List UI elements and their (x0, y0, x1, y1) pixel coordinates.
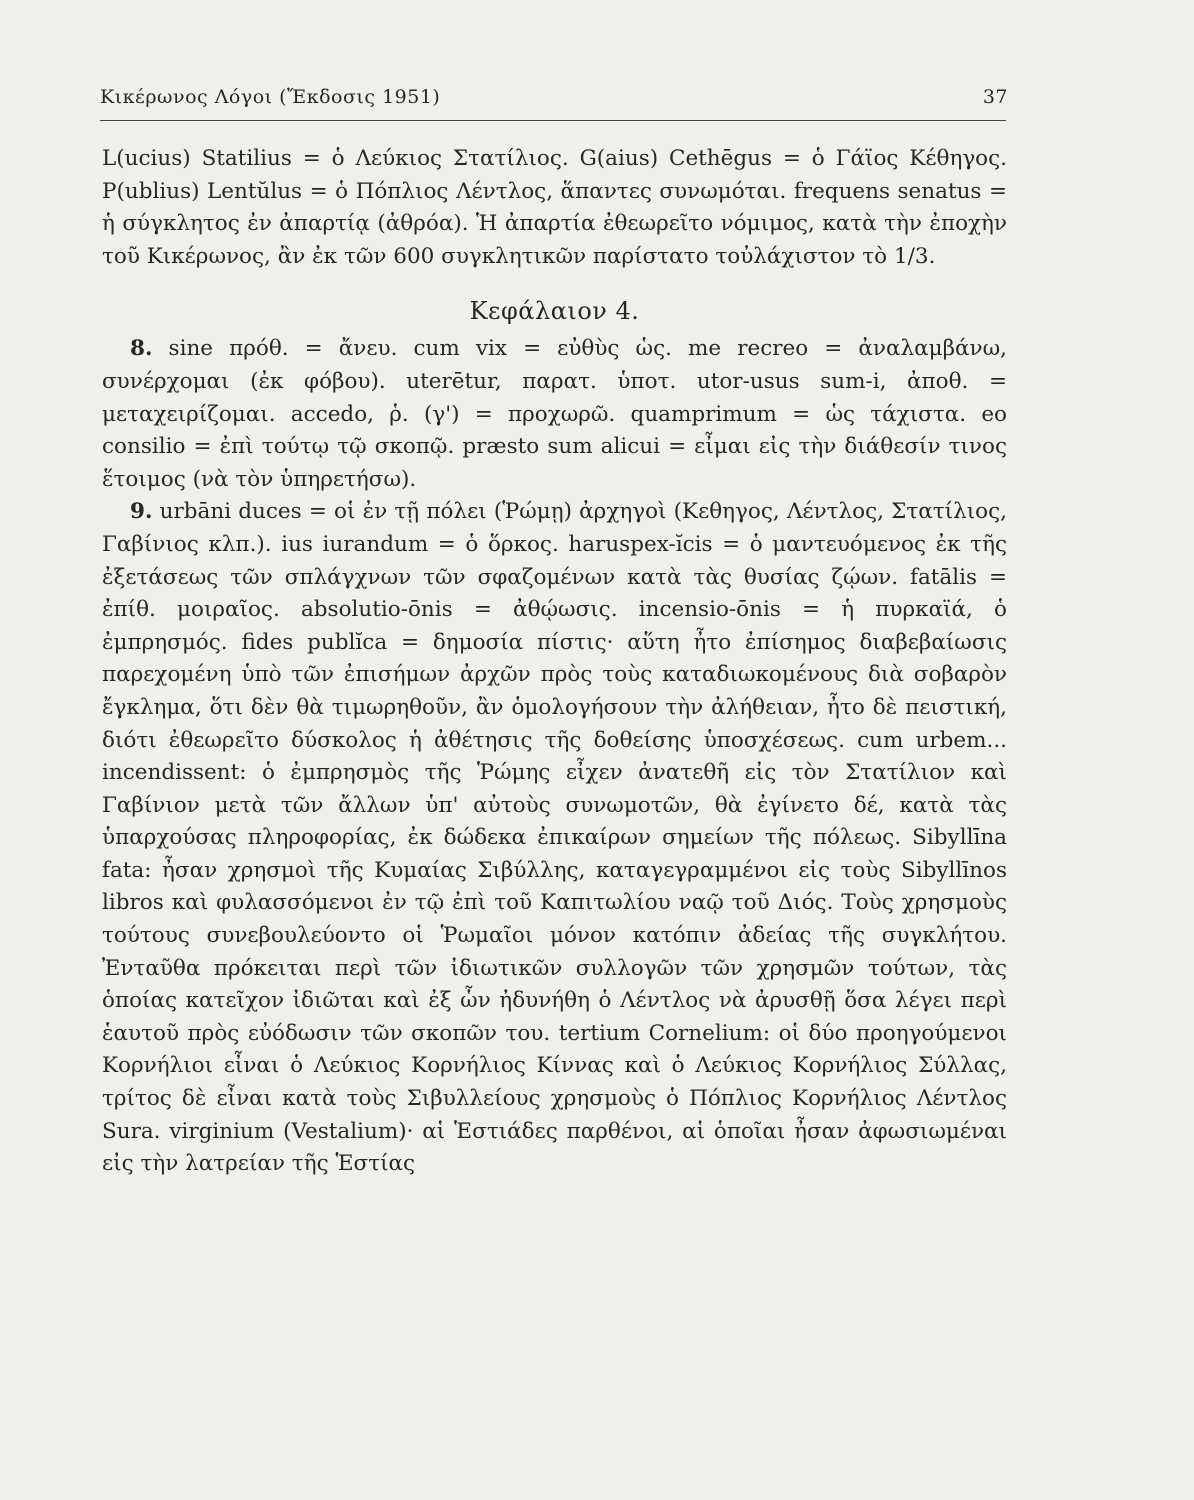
running-title: Κικέρωνος Λόγοι (Ἔκδοσις 1951) (100, 86, 441, 108)
paragraph-number: 9. (130, 499, 153, 525)
chapter-heading: Κεφάλαιον 4. (469, 297, 640, 326)
paragraph-number: 8. (130, 336, 153, 362)
paragraph-8 (102, 333, 1007, 496)
intro-paragraph: L(ucius) Statilius = ὁ Λεύκιος Στατίλιος. G(aius) Cethēgus = ὁ Γάϊος Κέθηγος. P(ublius) Lentŭlus = ὁ Πόπλιος Λέντλος, ἅπαντες συνωμόται. frequens senatus = ἡ σύγκλητος ἐν ἀπαρτίᾳ (ἀθρόα). Ἡ ἀπαρτία ἐθεωρεῖτο νόμιμος, κατὰ τὴν ἐποχὴν τοῦ Κικέρωνος, ἂν ἐκ τῶν 600 συγκλητικῶν παρίστατο τοὐλάχιστον τὸ 1/3. (102, 146, 1007, 269)
running-header (100, 86, 1008, 114)
body-text (102, 143, 1007, 1181)
paragraph-9 (102, 496, 1007, 1180)
header-rule (100, 120, 1006, 121)
paragraph-text: sine πρόθ. = ἄνευ. cum vix = εὐθὺς ὡς. me recreo = ἀναλαμβάνω, συνέρχομαι (ἐκ φόβου). uterētur, παρατ. ὑποτ. utor-usus sum-i, ἀποθ. = μεταχειρίζομαι. accedo, ῥ. (γ') = προχωρῶ. quamprimum = ὡς τάχιστα. eo consilio = ἐπὶ τούτῳ τῷ σκοπῷ. præsto sum alicui = εἶμαι εἰς τὴν διάθεσίν τινος ἕτοιμος (νὰ τὸν ὑπηρετήσω). (102, 336, 1007, 492)
page-number: 37 (982, 86, 1008, 108)
paragraph-text: urbāni duces = οἱ ἐν τῇ πόλει (Ῥώμῃ) ἀρχηγοὶ (Κεθηγος, Λέντλος, Στατίλιος, Γαβίνιος κλπ.). ius iurandum = ὁ ὅρκος. haruspex-ĭcis = ὁ μαντευόμενος ἐκ τῆς ἐξετάσεως τῶν σπλάγχνων τῶν σφαζομένων κατὰ τὰς θυσίας ζῴων. fatālis = ἐπίθ. μοιραῖος. absolutio-ōnis = ἀθῴωσις. incensio-ōnis = ἡ πυρκαϊά, ὁ ἐμπρησμός. fides publĭca = δημοσία πίστις· αὕτη ἦτο ἐπίσημος διαβεβαίωσις παρεχομένη ὑπὸ τῶν ἐπισήμων ἀρχῶν πρὸς τοὺς καταδιωκομένους διὰ σοβαρὸν ἔγκλημα, ὅτι δὲν θὰ τιμωρηθοῦν, ἂν ὁμολογήσουν τὴν ἀλήθειαν, ἦτο δὲ πειστική, διότι ἐθεωρεῖτο δύσκολος ἡ ἀθέτησις τῆς δοθείσης ὑποσχέσεως. cum urbem... incendissent: ὁ ἐμπρησμὸς τῆς Ῥώμης εἶχεν ἀνατεθῆ εἰς τὸν Στατίλιον καὶ Γαβίνιον μετὰ τῶν ἄλλων ὑπ' αὐτοὺς συνωμοτῶν, θὰ ἐγίνετο δέ, κατὰ τὰς ὑπαρχούσας πληροφορίας, ἐκ δώδεκα ἐπικαίρων σημείων τῆς πόλεως. Sibyllīna fata: ἦσαν χρησμοὶ τῆς Κυμαίας Σιβύλλης, καταγεγραμμένοι εἰς τοὺς Sibyllīnos libros καὶ φυλασσόμενοι ἐν τῷ ἐπὶ τοῦ Καπιτωλίου ναῷ τοῦ Διός. Τοὺς χρησμοὺς τούτους συνεβουλεύοντο οἱ Ῥωμαῖοι μόνον κατόπιν ἀδείας τῆς συγκλήτου. Ἐνταῦθα πρόκειται περὶ τῶν ἰδιωτικῶν συλλογῶν τῶν χρησμῶν τούτων, τὰς ὁποίας κατεῖχον ἰδιῶται καὶ ἐξ ὧν ἠδυνήθη ὁ Λέντλος νὰ ἀρυσθῇ ὅσα λέγει περὶ ἑαυτοῦ πρὸς εὐόδωσιν τῶν σκοπῶν του. tertium Cornelium: οἱ δύο προηγούμενοι Κορνήλιοι εἶναι ὁ Λεύκιος Κορνήλιος Κίννας καὶ ὁ Λεύκιος Κορνήλιος Σύλλας, τρίτος δὲ εἶναι κατὰ τοὺς Σιβυλλείους χρησμοὺς ὁ Πόπλιος Κορνήλιος Λέντλος Sura. virginium (Vestalium)· αἱ Ἑστιάδες παρθένοι, αἱ ὁποῖαι ἦσαν ἀφωσιωμέναι εἰς τὴν λατρείαν τῆς Ἑστίας (102, 499, 1007, 1177)
